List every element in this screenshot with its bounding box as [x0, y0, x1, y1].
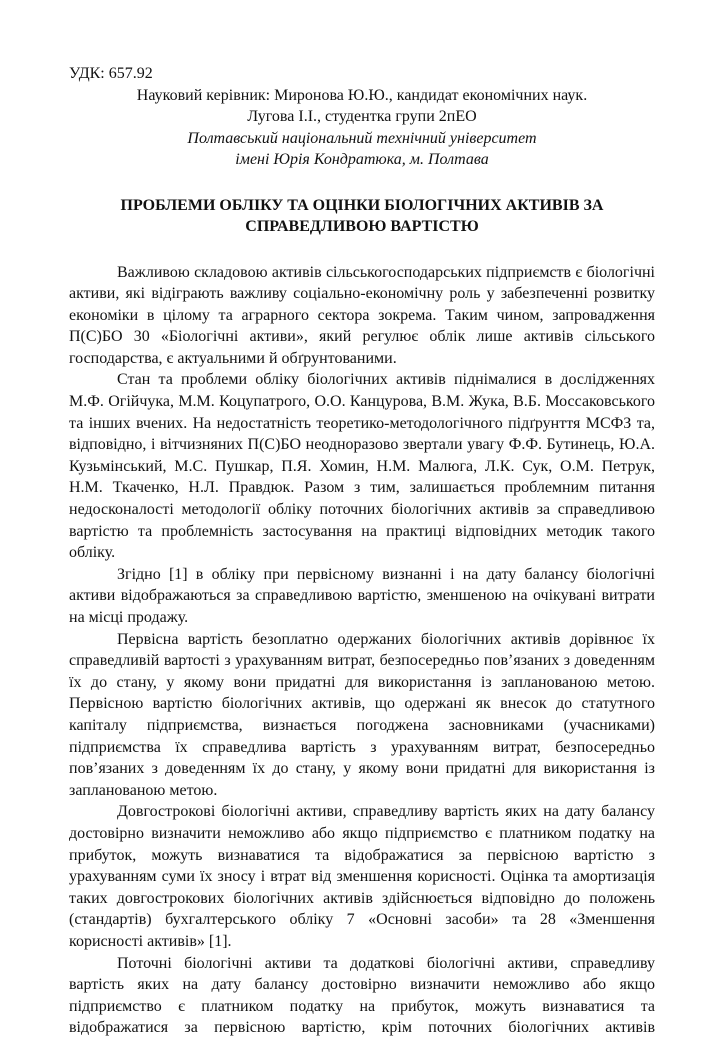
title-line-2: СПРАВЕДЛИВОЮ ВАРТІСТЮ	[245, 218, 479, 235]
article-body	[69, 262, 655, 1039]
document-page	[69, 63, 655, 1039]
paragraph: Стан та проблеми обліку біологічних активів піднімалися в дослідженнях М.Ф. Огійчука, М.М. Коцупатрого, О.О. Канцурова, В.М. Жука, В.Б. Моссаковського та інших вчених. На недостатність теоретико-методологічного підґрунття МСФЗ та, відповідно, і вітчизняних П(С)БО неодноразово звертали увагу Ф.Ф. Бутинець, Ю.А. Кузьмінський, М.С. Пушкар, П.Я. Хомин, Н.М. Малюга, Л.К. Сук, О.М. Петрук, Н.М. Ткаченко, Н.Л. Правдюк. Разом з тим, залишається проблемним питання недосконалості методології обліку поточних біологічних активів за справедливою вартістю та проблемність застосування на практиці відповідних методик такого обліку.	[69, 371, 655, 562]
supervisor-line: Науковий керівник: Миронова Ю.Ю., кандидат економічних наук.	[136, 86, 588, 104]
paragraph: Важливою складовою активів сільськогосподарських підприємств є біологічні активи, які відіграють важливу соціально-економічну роль у забезпеченні розвитку економіки в цілому та аграрного сектора зокрема. Таким чином, запровадження П(С)БО 30 «Біологічні активи», який регулює облік лише активів сільського господарства, є актуальними й обґрунтованими.	[69, 263, 655, 367]
author-line: Лугова І.І., студентка групи 2пЕО	[247, 108, 477, 125]
title-line-1: ПРОБЛЕМИ ОБЛІКУ ТА ОЦІНКИ БІОЛОГІЧНИХ АКТИВІВ ЗА	[120, 196, 604, 214]
institution-line-2: імені Юрія Кондратюка, м. Полтава	[235, 151, 489, 168]
institution-line-1: Полтавський національний технічний університет	[187, 129, 537, 147]
udc-code: УДК: 657.92	[69, 65, 153, 82]
paragraph: Згідно [1] в обліку при первісному визнанні і на дату балансу біологічні активи відображаються за справедливою вартістю, зменшеною на очікувані витрати на місці продажу.	[69, 565, 655, 626]
article-title	[69, 195, 655, 238]
paragraph: Первісна вартість безоплатно одержаних біологічних активів дорівнює їх справедливій вартості з урахуванням витрат, безпосередньо пов’язаних з доведенням їх до стану, у якому вони придатні для використання із запланованою метою. Первісною вартістю біологічних активів, що одержані як внесок до статутного капіталу підприємства, визнається погоджена засновниками (учасниками) підприємства їх справедлива вартість з урахуванням витрат, безпосередньо пов’язаних з доведенням їх до стану, у якому вони придатні для використання із запланованою метою.	[69, 630, 655, 799]
paragraph: Довгострокові біологічні активи, справедливу вартість яких на дату балансу достовірно визначити неможливо або якщо підприємство є платником податку на прибуток, можуть визнаватися та відображатися за первісною вартістю з урахуванням суми їх зносу і втрат від зменшення корисності. Оцінка та амортизація таких довгострокових біологічних активів здійснюється відповідно до положень (стандартів) бухгалтерського обліку 7 «Основні засоби» та 28 «Зменшення корисності активів» [1].	[69, 803, 655, 950]
paragraph: Поточні біологічні активи та додаткові біологічні активи, справедливу вартість яких на дату балансу достовірно визначити неможливо або якщо підприємство є платником податку на прибуток, можуть визнаватися та відображатися за первісною вартістю, крім поточних біологічних активів	[69, 954, 655, 1037]
